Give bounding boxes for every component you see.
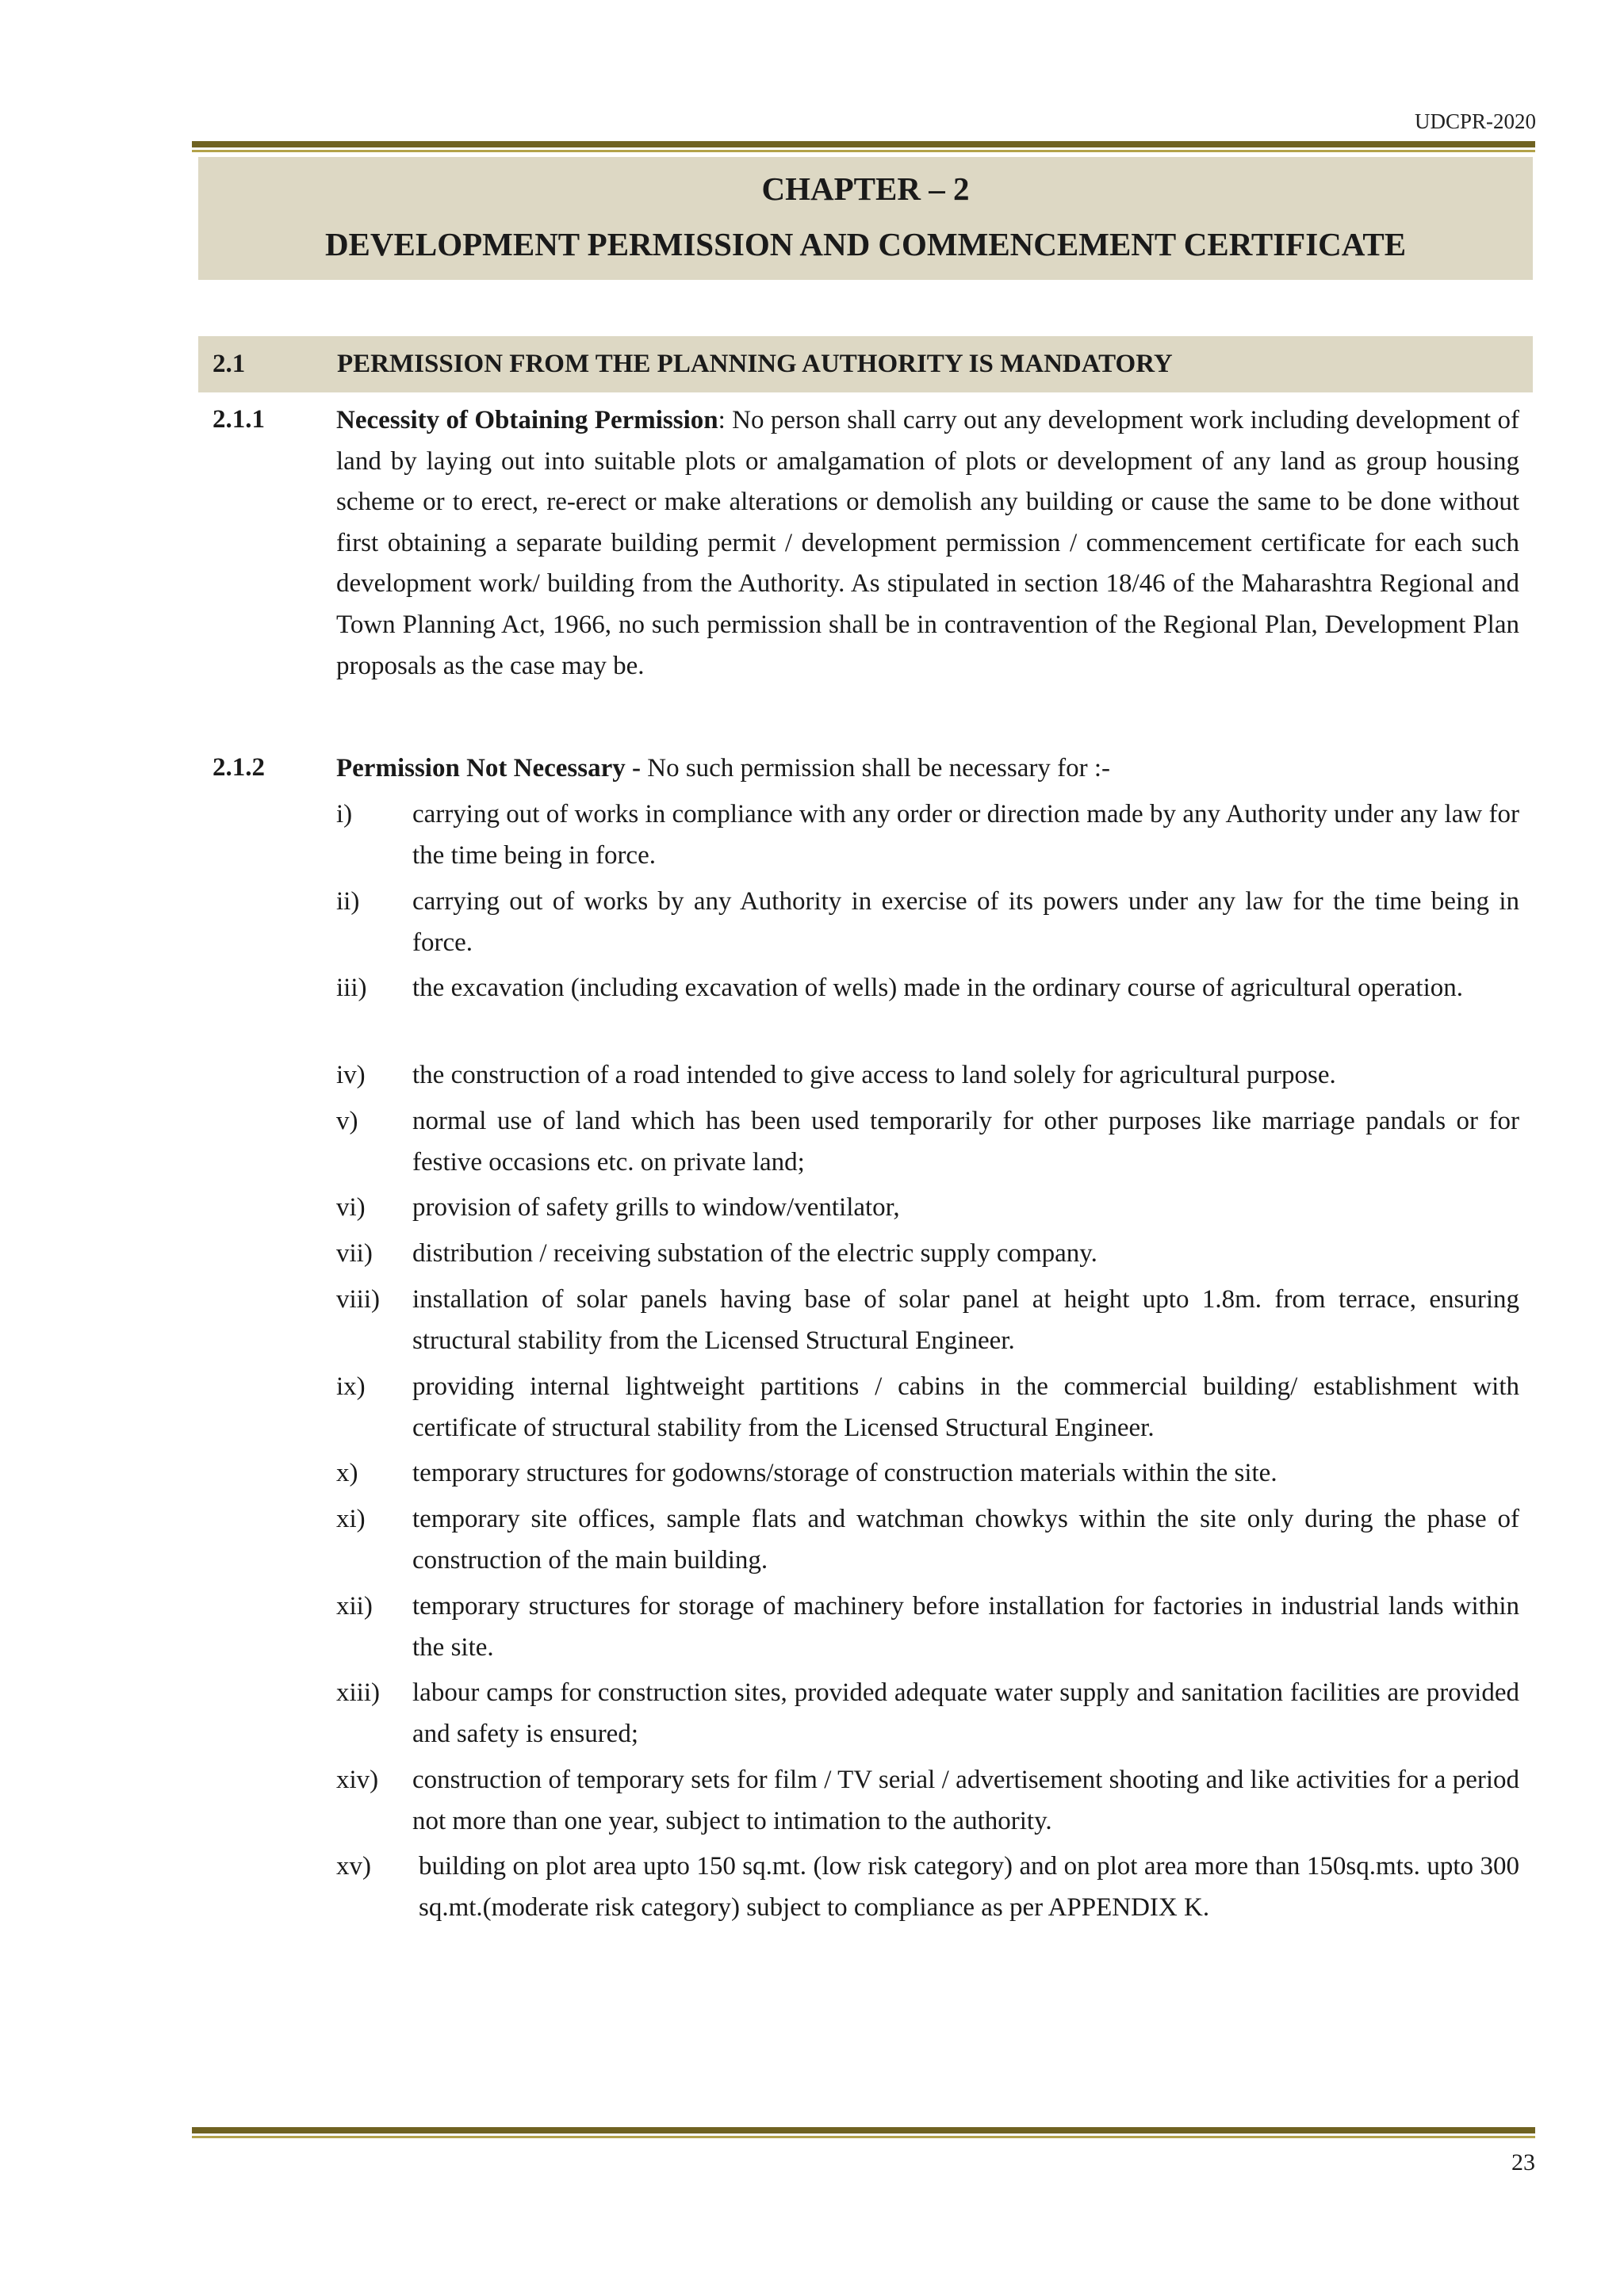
clause-2-1-2-heading: Permission Not Necessary - xyxy=(336,754,641,783)
list-item-number: ix) xyxy=(336,1372,366,1401)
list-item-text: provision of safety grills to window/ventilator, xyxy=(412,1193,900,1222)
clause-number-2-1-2: 2.1.2 xyxy=(213,753,265,782)
list-item-text: providing internal lightweight partitions / cabins in the commercial building/ establishment with certificate of structural stability from the Licensed Structural Engineer. xyxy=(412,1372,1519,1442)
section-title: PERMISSION FROM THE PLANNING AUTHORITY IS MANDATORY xyxy=(337,350,1173,378)
list-item-number: xii) xyxy=(336,1592,373,1621)
list-item-text: temporary structures for storage of machinery before installation for factories in industrial lands within the site. xyxy=(412,1592,1519,1662)
list-item-number: xi) xyxy=(336,1505,366,1533)
list-item-number: xv) xyxy=(336,1852,371,1881)
chapter-number: CHAPTER – 2 xyxy=(761,170,970,207)
bottom-rule xyxy=(192,2127,1535,2138)
list-item-text: carrying out of works by any Authority in exercise of its powers under any law for the time being in force. xyxy=(412,887,1519,957)
list-item-text: temporary site offices, sample flats and watchman chowkys within the site only during the phase of construction of the main building. xyxy=(412,1505,1519,1575)
chapter-title: DEVELOPMENT PERMISSION AND COMMENCEMENT CERTIFICATE xyxy=(324,226,1407,262)
section-number: 2.1 xyxy=(213,350,246,378)
clause-2-1-1-text: : No person shall carry out any development work including development of land by laying out into suitable plots or amalgamation of plots or development of any land as group housing scheme or to erect, re-erect or make alterations or demolish any building or cause the same to be done without first obtaining a separate building permit / development permission / commencement certificate for each such development work/ building from the Authority. As stipulated in section 18/46 of the Maharashtra Regional and Town Planning Act, 1966, no such permission shall be in contravention of the Regional Plan, Development Plan proposals as the case may be. xyxy=(336,406,1519,680)
list-item-text: temporary structures for godowns/storage of construction materials within the site. xyxy=(412,1459,1277,1487)
list-item-number: viii) xyxy=(336,1285,380,1314)
clause-2-1-2-intro xyxy=(336,748,1519,790)
list-item-text: distribution / receiving substation of the electric supply company. xyxy=(412,1239,1097,1268)
clause-2-1-1-paragraph xyxy=(336,400,1519,687)
list-item-number: xiv) xyxy=(336,1766,379,1794)
section-heading-bar xyxy=(198,336,1533,392)
list-item-number: v) xyxy=(336,1107,358,1135)
list-item-number: x) xyxy=(336,1459,358,1487)
clause-2-1-1-heading: Necessity of Obtaining Permission xyxy=(336,406,718,434)
list-item-text: carrying out of works in compliance with any order or direction made by any Authority under any law for the time being in force. xyxy=(412,800,1519,870)
list-item-text: installation of solar panels having base of solar panel at height upto 1.8m. from terrace, ensuring structural stability from the Licensed Structural Engineer. xyxy=(412,1285,1519,1355)
list-item-number: ii) xyxy=(336,887,360,916)
list-item-number: vi) xyxy=(336,1193,366,1222)
document-code: UDCPR-2020 xyxy=(1414,109,1536,133)
list-item-text: labour camps for construction sites, provided adequate water supply and sanitation facilities are provided and safety is ensured; xyxy=(412,1678,1519,1748)
page-number: 23 xyxy=(1511,2149,1535,2175)
chapter-heading-box xyxy=(198,157,1533,280)
list-item-number: vii) xyxy=(336,1239,373,1268)
list-item-text: the construction of a road intended to give access to land solely for agricultural purpose. xyxy=(412,1061,1336,1089)
list-item-text: the excavation (including excavation of wells) made in the ordinary course of agricultural operation. xyxy=(412,974,1464,1002)
list-item-text: construction of temporary sets for film / TV serial / advertisement shooting and like activities for a period not more than one year, subject to intimation to the authority. xyxy=(412,1766,1519,1835)
list-item-number: iii) xyxy=(336,974,367,1002)
list-item-number: xiii) xyxy=(336,1678,380,1707)
list-item-text: building on plot area upto 150 sq.mt. (low risk category) and on plot area more than 150sq.mts. upto 300 sq.mt.(moderate risk category) subject to compliance as per APPENDIX K. xyxy=(419,1852,1519,1922)
list-item-number: iv) xyxy=(336,1061,366,1089)
clause-2-1-2-text: No such permission shall be necessary for :- xyxy=(640,754,1111,783)
clause-number-2-1-1: 2.1.1 xyxy=(213,405,265,434)
top-rule xyxy=(192,141,1535,152)
list-item-text: normal use of land which has been used temporarily for other purposes like marriage pandals or for festive occasions etc. on private land; xyxy=(412,1107,1519,1177)
list-item-number: i) xyxy=(336,800,353,828)
